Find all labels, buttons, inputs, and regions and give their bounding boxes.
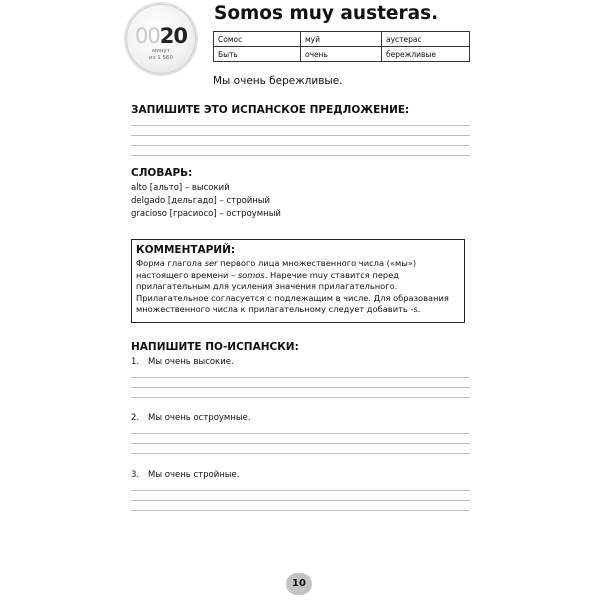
comment-text: Форма глагола ser первого лица множественного числа («мы») настоящего времени – somos. Наречие muy ставится перед прилагательным для усиления значения прилагательного. Прилагательное согласуется с подлежащим в числе. Для образования множественного числа к прилагательному следует добавить -s.	[136, 258, 449, 314]
vocab-item: alto [альто] – высокий	[131, 183, 230, 193]
write-heading: ЗАПИШИТЕ ЭТО ИСПАНСКОЕ ПРЕДЛОЖЕНИЕ:	[131, 104, 410, 116]
table-cell: бережливые	[382, 47, 470, 62]
writing-line	[131, 443, 470, 444]
page-number: 10	[286, 573, 312, 595]
timer-digits: 0020	[135, 24, 187, 48]
writing-line	[131, 125, 470, 126]
writing-line	[131, 433, 470, 434]
comment-heading: КОММЕНТАРИЙ:	[136, 244, 236, 256]
vocab-item: delgado [дельгадо] – стройный	[131, 196, 271, 206]
writing-line	[131, 135, 470, 136]
table-cell: Сомос	[214, 32, 301, 47]
translation: Мы очень бережливые.	[213, 75, 343, 87]
writing-line	[131, 397, 470, 398]
vocab-item: gracioso [грасиосо] – остроумный	[131, 209, 281, 219]
table-cell: очень	[301, 47, 382, 62]
writing-line	[131, 453, 470, 454]
writing-line	[131, 500, 470, 501]
writing-line	[131, 145, 470, 146]
word-table	[213, 31, 470, 62]
writing-line	[131, 377, 470, 378]
writing-line	[131, 387, 470, 388]
exercise-item: 3. Мы очень стройные.	[131, 470, 240, 480]
exercise-heading: НАПИШИТЕ ПО-ИСПАНСКИ:	[131, 341, 299, 353]
vocab-list	[131, 182, 281, 221]
exercise-item: 1. Мы очень высокие.	[131, 357, 234, 367]
table-row	[214, 47, 470, 62]
writing-line	[131, 155, 470, 156]
writing-line	[131, 490, 470, 491]
table-cell: аустерас	[382, 32, 470, 47]
exercise-item: 2. Мы очень остроумные.	[131, 413, 251, 423]
timer-unit: минут из 1 560	[149, 48, 173, 61]
table-cell: Быть	[214, 47, 301, 62]
table-cell: муй	[301, 32, 382, 47]
table-row	[214, 32, 470, 47]
comment-box	[131, 239, 465, 323]
writing-line	[131, 510, 470, 511]
timer-badge	[126, 4, 196, 74]
vocab-heading: СЛОВАРЬ:	[131, 167, 193, 179]
page-title: Somos muy austeras.	[214, 3, 439, 24]
